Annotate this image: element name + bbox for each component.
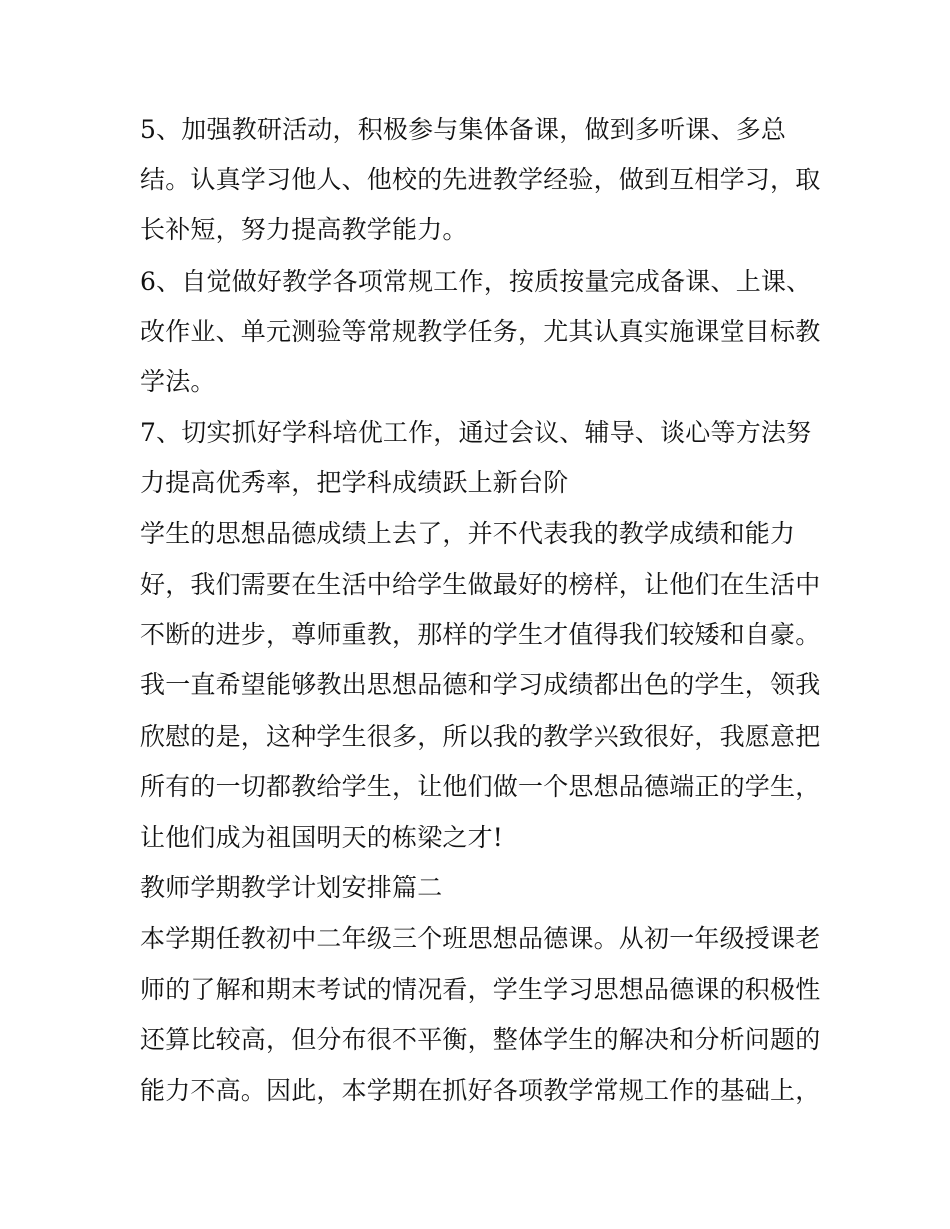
text-line: 5、加强教研活动，积极参与集体备课，做到多听课、多总 (140, 115, 787, 144)
text-line: 学法。 (140, 367, 216, 396)
text-line: 师的了解和期末考试的情况看，学生学习思想品德课的积极性 (140, 975, 821, 1004)
text-line: 还算比较高，但分布很不平衡，整体学生的解决和分析问题的 (140, 1025, 821, 1054)
text-line: 结。认真学习他人、他校的先进教学经验，做到互相学习，取 (140, 165, 821, 194)
text-line: 改作业、单元测验等常规教学任务，尤其认真实施课堂目标教 (140, 317, 821, 346)
section-heading: 教师学期教学计划安排篇二 (140, 873, 443, 902)
text-line: 欣慰的是，这种学生很多，所以我的教学兴致很好，我愿意把 (140, 722, 821, 751)
text-line: 好，我们需要在生活中给学生做最好的榜样，让他们在生活中 (140, 570, 821, 599)
text-line: 力提高优秀率，把学科成绩跃上新台阶 (140, 468, 569, 497)
text-line: 不断的进步，尊师重教，那样的学生才值得我们较矮和自豪。 (140, 620, 821, 649)
text-line: 所有的一切都教给学生，让他们做一个思想品德端正的学生， (140, 772, 821, 801)
text-line: 我一直希望能够教出思想品德和学习成绩都出色的学生，领我 (140, 670, 821, 699)
text-line: 本学期任教初中二年级三个班思想品德课。从初一年级授课老 (140, 924, 821, 953)
text-line: 长补短，努力提高教学能力。 (140, 215, 468, 244)
text-line: 6、自觉做好教学各项常规工作，按质按量完成备课、上课、 (140, 267, 812, 296)
text-line: 学生的思想品德成绩上去了，并不代表我的教学成绩和能力 (140, 519, 796, 548)
text-line: 让他们成为祖国明天的栋梁之才! (140, 823, 504, 852)
text-line: 能力不高。因此，本学期在抓好各项教学常规工作的基础上， (140, 1076, 821, 1105)
text-line: 7、切实抓好学科培优工作，通过会议、辅导、谈心等方法努 (140, 418, 812, 447)
